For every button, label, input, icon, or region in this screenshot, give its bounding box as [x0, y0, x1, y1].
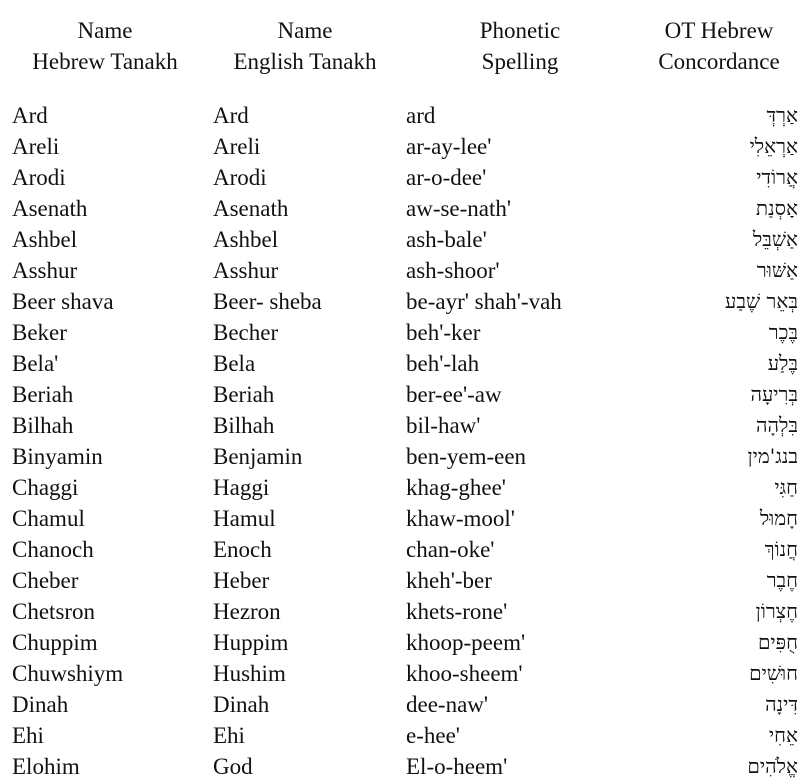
- header-phonetic-spelling: [420, 15, 620, 77]
- table-row: [0, 689, 812, 720]
- table-row: [0, 131, 812, 162]
- cell-hebrew-concordance: אַרְאֵלִי: [749, 134, 798, 158]
- header-hebrew-tanakh-name: [10, 15, 200, 77]
- cell-english-tanakh-name: Areli: [213, 134, 261, 159]
- table-row: [0, 596, 812, 627]
- table-row: [0, 224, 812, 255]
- cell-phonetic-spelling: ash-bale': [406, 227, 487, 252]
- cell-english-tanakh-name: God: [213, 754, 253, 779]
- cell-hebrew-concordance: אֲרוֹדִי: [756, 165, 798, 189]
- cell-english-tanakh-name: Haggi: [213, 475, 270, 500]
- table-row: [0, 410, 812, 441]
- cell-hebrew-concordance: אַרְדְּ: [766, 103, 798, 127]
- cell-english-tanakh-name: Heber: [213, 568, 270, 593]
- header-english-tanakh-name: [210, 15, 400, 77]
- table-row: [0, 441, 812, 472]
- header-line: Name: [277, 18, 333, 43]
- cell-hebrew-tanakh-name: Ehi: [12, 723, 44, 748]
- cell-phonetic-spelling: chan-oke': [406, 537, 495, 562]
- table-row: [0, 348, 812, 379]
- header-line: English Tanakh: [233, 49, 377, 74]
- cell-english-tanakh-name: Enoch: [213, 537, 272, 562]
- cell-hebrew-concordance: אַשְׁבֵּל: [752, 227, 798, 251]
- cell-hebrew-tanakh-name: Bilhah: [12, 413, 74, 438]
- cell-hebrew-concordance: בֶּכֶר: [768, 320, 798, 344]
- cell-hebrew-tanakh-name: Areli: [12, 134, 60, 159]
- cell-english-tanakh-name: Beer- sheba: [213, 289, 322, 314]
- cell-hebrew-concordance: חַגִּי: [774, 475, 798, 499]
- cell-hebrew-tanakh-name: Ard: [12, 103, 48, 128]
- table-row: [0, 286, 812, 317]
- header-line: Hebrew Tanakh: [32, 49, 178, 74]
- cell-english-tanakh-name: Ashbel: [213, 227, 279, 252]
- cell-hebrew-concordance: חֶבֶר: [766, 568, 798, 592]
- table-row: [0, 100, 812, 131]
- cell-phonetic-spelling: kheh'-ber: [406, 568, 492, 593]
- cell-phonetic-spelling: dee-naw': [406, 692, 489, 717]
- header-line: Name: [77, 18, 133, 43]
- header-line: Phonetic: [479, 18, 561, 43]
- cell-phonetic-spelling: bil-haw': [406, 413, 481, 438]
- cell-hebrew-concordance: אָסְנַת: [755, 196, 798, 220]
- table-row: [0, 627, 812, 658]
- cell-hebrew-tanakh-name: Arodi: [12, 165, 66, 190]
- cell-english-tanakh-name: Hezron: [213, 599, 281, 624]
- cell-phonetic-spelling: ber-ee'-aw: [406, 382, 502, 407]
- table-row: [0, 751, 812, 782]
- cell-phonetic-spelling: beh'-lah: [406, 351, 480, 376]
- cell-phonetic-spelling: beh'-ker: [406, 320, 481, 345]
- cell-hebrew-tanakh-name: Beriah: [12, 382, 74, 407]
- cell-hebrew-concordance: חֻפִּים: [757, 630, 798, 654]
- cell-phonetic-spelling: khets-rone': [406, 599, 508, 624]
- cell-hebrew-tanakh-name: Beer shava: [12, 289, 114, 314]
- header-line: Concordance: [658, 49, 780, 74]
- cell-hebrew-tanakh-name: Chetsron: [12, 599, 96, 624]
- cell-hebrew-concordance: בנג'מין: [747, 444, 798, 468]
- cell-english-tanakh-name: Ehi: [213, 723, 245, 748]
- cell-hebrew-tanakh-name: Chanoch: [12, 537, 94, 562]
- cell-hebrew-concordance: אֵחִי: [768, 723, 798, 747]
- cell-phonetic-spelling: khag-ghee': [406, 475, 506, 500]
- cell-hebrew-concordance: בְּרִיעָה: [750, 382, 798, 406]
- cell-hebrew-concordance: חֲנוֹךְ: [764, 537, 798, 561]
- cell-phonetic-spelling: be-ayr' shah'-vah: [406, 289, 562, 314]
- cell-hebrew-tanakh-name: Elohim: [12, 754, 80, 779]
- cell-phonetic-spelling: ben-yem-een: [406, 444, 527, 469]
- cell-hebrew-tanakh-name: Bela': [12, 351, 59, 376]
- table-row: [0, 193, 812, 224]
- cell-english-tanakh-name: Asshur: [213, 258, 279, 283]
- cell-hebrew-concordance: בֶּלַע: [767, 351, 798, 375]
- cell-english-tanakh-name: Huppim: [213, 630, 289, 655]
- cell-phonetic-spelling: e-hee': [406, 723, 460, 748]
- table-row: [0, 534, 812, 565]
- cell-english-tanakh-name: Benjamin: [213, 444, 303, 469]
- cell-phonetic-spelling: ar-ay-lee': [406, 134, 492, 159]
- cell-english-tanakh-name: Beriah: [213, 382, 275, 407]
- cell-hebrew-concordance: בִּלְהָה: [755, 413, 798, 437]
- cell-hebrew-tanakh-name: Beker: [12, 320, 67, 345]
- cell-phonetic-spelling: ash-shoor': [406, 258, 500, 283]
- cell-english-tanakh-name: Arodi: [213, 165, 267, 190]
- cell-english-tanakh-name: Ard: [213, 103, 249, 128]
- cell-english-tanakh-name: Bilhah: [213, 413, 275, 438]
- cell-english-tanakh-name: Hushim: [213, 661, 286, 686]
- cell-hebrew-concordance: חוּשִׁים: [749, 661, 798, 685]
- header-ot-hebrew-concordance: [624, 15, 812, 77]
- cell-hebrew-tanakh-name: Asenath: [12, 196, 88, 221]
- cell-english-tanakh-name: Becher: [213, 320, 279, 345]
- cell-hebrew-concordance: חָמוּל: [759, 506, 798, 530]
- table-row: [0, 565, 812, 596]
- header-line: Spelling: [481, 49, 559, 74]
- cell-hebrew-concordance: אַשּׁוּר: [756, 258, 798, 282]
- table-row: [0, 658, 812, 689]
- table-row: [0, 503, 812, 534]
- cell-hebrew-tanakh-name: Cheber: [12, 568, 79, 593]
- cell-phonetic-spelling: khoo-sheem': [406, 661, 523, 686]
- cell-phonetic-spelling: El-o-heem': [406, 754, 508, 779]
- cell-hebrew-tanakh-name: Chamul: [12, 506, 85, 531]
- cell-hebrew-tanakh-name: Binyamin: [12, 444, 103, 469]
- cell-phonetic-spelling: khaw-mool': [406, 506, 515, 531]
- table-row: [0, 255, 812, 286]
- cell-hebrew-concordance: חֶצְרוֹן: [755, 599, 798, 623]
- cell-hebrew-concordance: דִּינָה: [765, 692, 798, 716]
- cell-hebrew-tanakh-name: Asshur: [12, 258, 78, 283]
- table-row: [0, 472, 812, 503]
- cell-hebrew-concordance: בְּאֵר שֶׁבַע: [725, 289, 798, 313]
- cell-phonetic-spelling: ar-o-dee': [406, 165, 487, 190]
- table-row: [0, 162, 812, 193]
- cell-phonetic-spelling: khoop-peem': [406, 630, 526, 655]
- table-header: [0, 15, 812, 81]
- cell-phonetic-spelling: aw-se-nath': [406, 196, 512, 221]
- table-body: [0, 100, 812, 782]
- cell-hebrew-tanakh-name: Chaggi: [12, 475, 79, 500]
- header-line: OT Hebrew: [664, 18, 774, 43]
- cell-hebrew-tanakh-name: Chuppim: [12, 630, 98, 655]
- cell-english-tanakh-name: Hamul: [213, 506, 276, 531]
- cell-english-tanakh-name: Dinah: [213, 692, 270, 717]
- cell-english-tanakh-name: Asenath: [213, 196, 289, 221]
- table-row: [0, 720, 812, 751]
- cell-english-tanakh-name: Bela: [213, 351, 256, 376]
- cell-hebrew-tanakh-name: Ashbel: [12, 227, 78, 252]
- table-row: [0, 379, 812, 410]
- cell-hebrew-tanakh-name: Dinah: [12, 692, 69, 717]
- cell-hebrew-tanakh-name: Chuwshiym: [12, 661, 124, 686]
- table-row: [0, 317, 812, 348]
- cell-phonetic-spelling: ard: [406, 103, 436, 128]
- cell-hebrew-concordance: אֱלֹהִים: [747, 754, 798, 778]
